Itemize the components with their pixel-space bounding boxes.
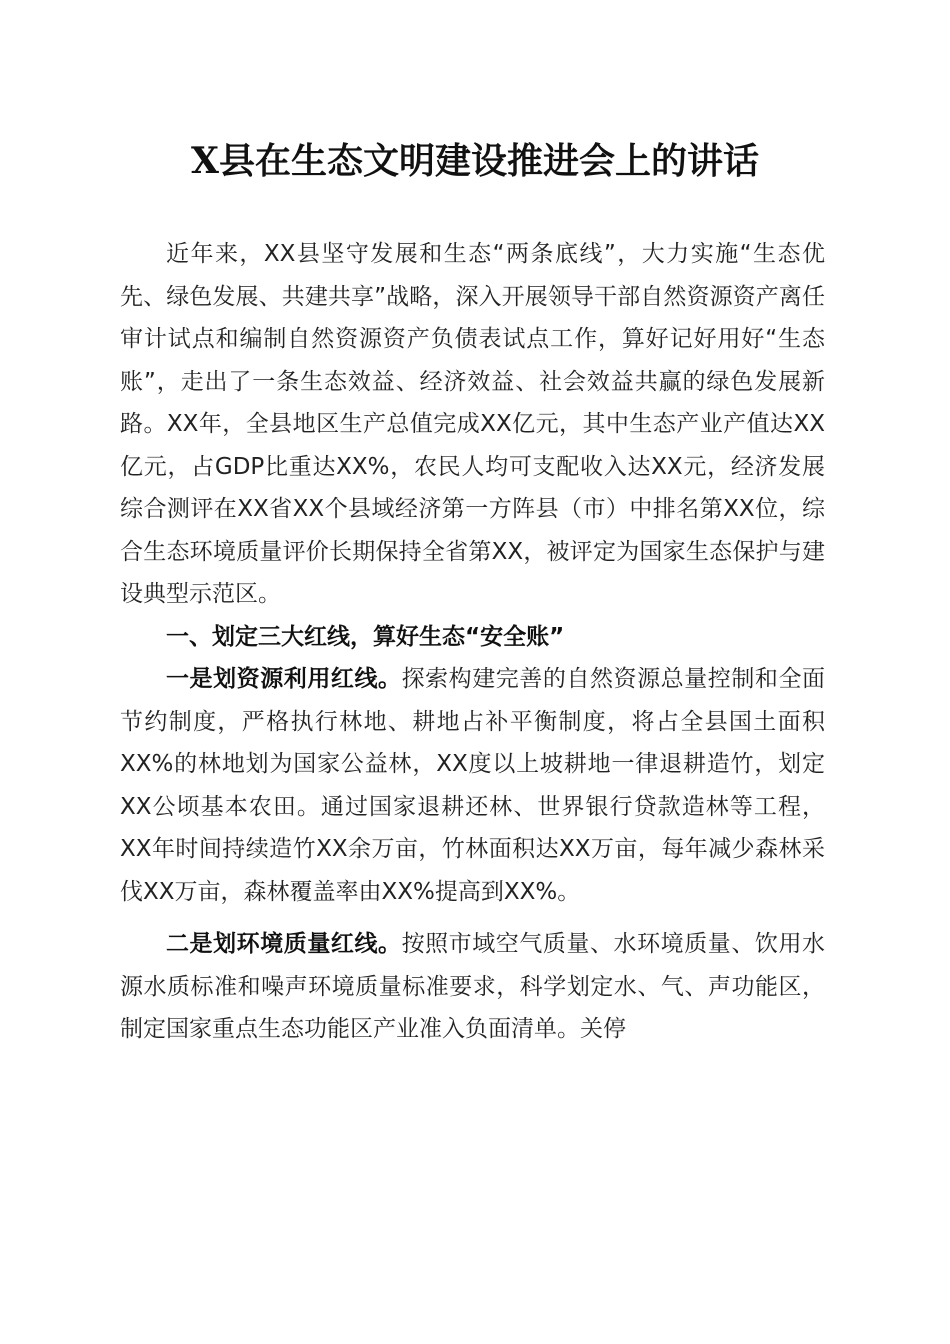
- paragraph-resource-redline: [120, 658, 825, 913]
- paragraph-text: 按照市域空气质量、水环境质量、饮用水源水质标准和噪声环境质量标准要求，科学划定水、气、声功能区，制定国家重点生态功能区产业准入负面清单。关停: [120, 931, 826, 1042]
- section-heading: 一、划定三大红线，算好生态“安全账”: [166, 623, 565, 650]
- paragraph-environment-redline: [120, 923, 825, 1051]
- paragraph-gap: [120, 913, 825, 923]
- paragraph-lead: 二是划环境质量红线。: [166, 931, 402, 957]
- paragraph-lead: 一是划资源利用红线。: [166, 666, 402, 692]
- intro-paragraph: 近年来，XX县坚守发展和生态“两条底线”，大力实施“生态优先、绿色发展、共建共享”战略，深入开展领导干部自然资源资产离任审计试点和编制自然资源资产负债表试点工作，算好记好用好“生态账”，走出了一条生态效益、经济效益、社会效益共赢的绿色发展新路。XX年，全县地区生产总值完成XX亿元，其中生态产业产值达XX亿元，占GDP比重达XX%，农民人均可支配收入达XX元，经济发展综合测评在XX省XX个县域经济第一方阵县（市）中排名第XX位，综合生态环境质量评价长期保持全省第XX，被评定为国家生态保护与建设典型示范区。: [120, 241, 825, 607]
- document-title: X县在生态文明建设推进会上的讲话: [191, 140, 759, 182]
- paragraph-text: 探索构建完善的自然资源总量控制和全面节约制度，严格执行林地、耕地占补平衡制度，将占全县国土面积XX%的林地划为国家公益林，XX度以上坡耕地一律退耕造竹，划定XX公顷基本农田。通过国家退耕还林、世界银行贷款造林等工程，XX年时间持续造竹XX余万亩，竹林面积达XX万亩，每年减少森林采伐XX万亩，森林覆盖率由XX%提高到XX%。: [120, 666, 826, 905]
- document-body: [120, 233, 825, 1051]
